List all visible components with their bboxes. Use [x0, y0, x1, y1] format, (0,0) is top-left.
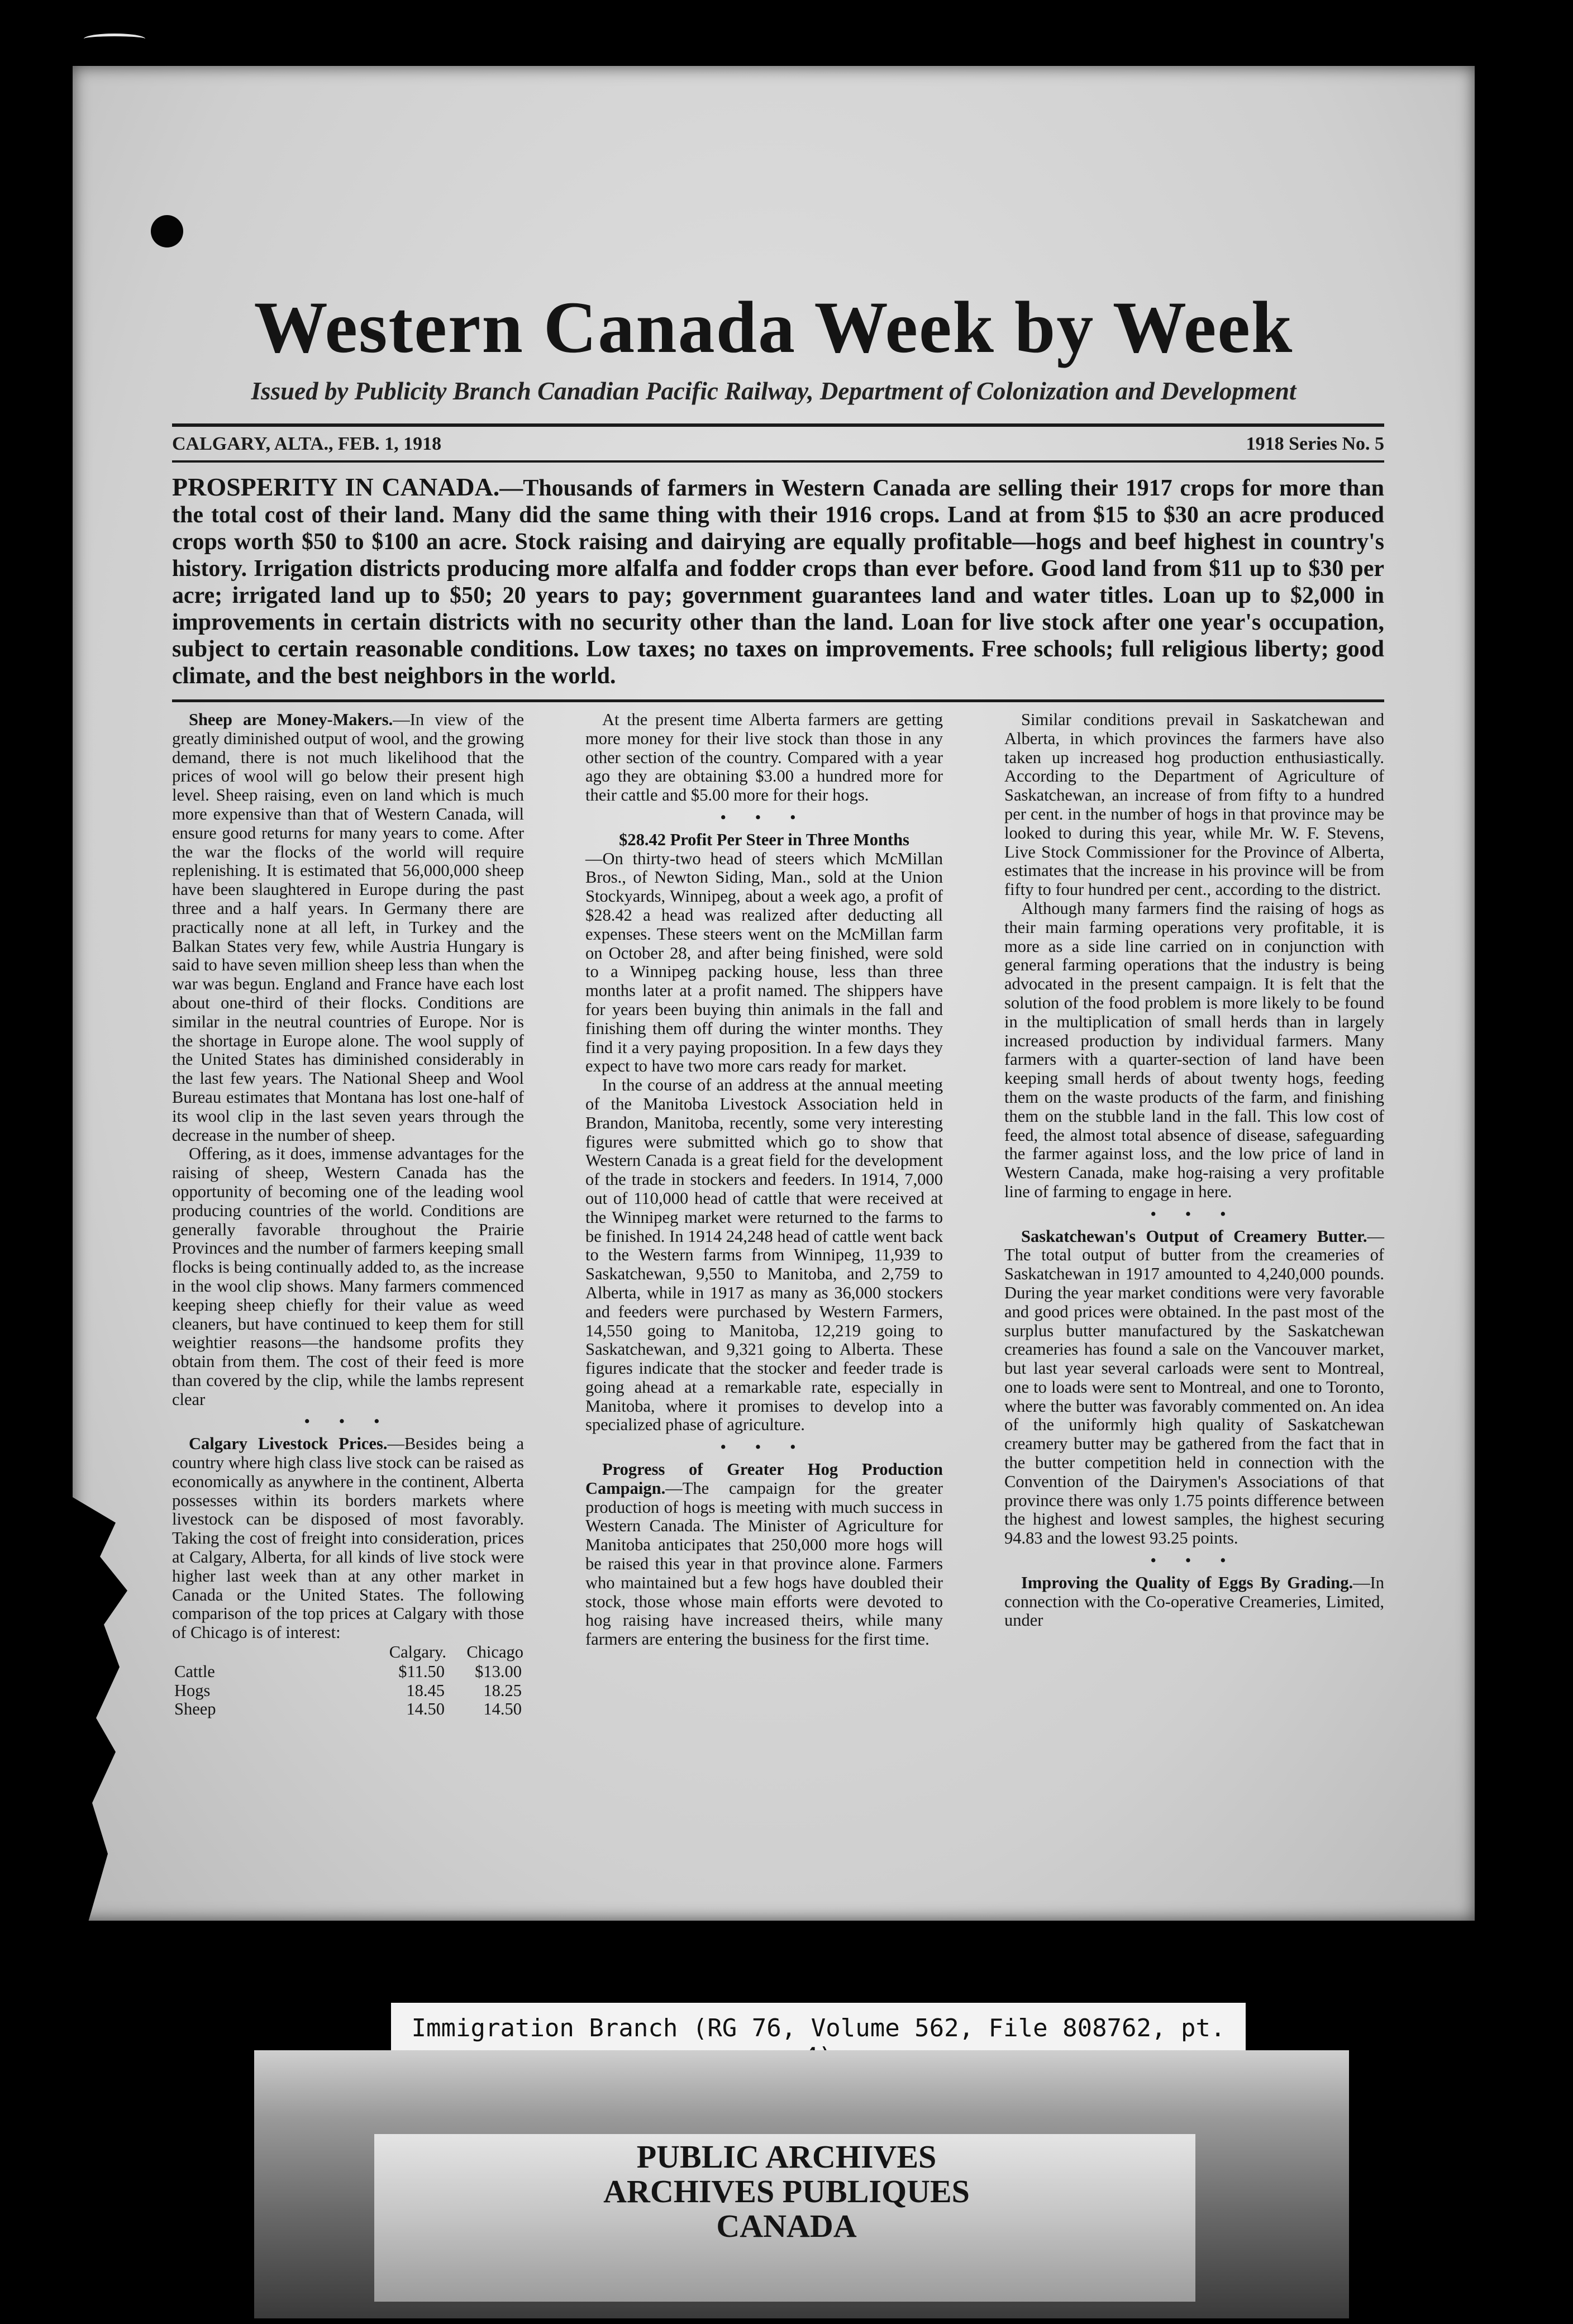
separator: • • •: [720, 1437, 808, 1457]
row-label: Sheep: [174, 1699, 216, 1719]
table-row: [172, 1663, 524, 1682]
price-header-blank: [172, 1642, 370, 1663]
calgary-text: —Besides being a country where high class live stock can be raised as economically as anywhere in the continent, Alberta possesses within its borders markets where livestock can be disposed of most favorably. Taking the cost of freight into consideration, prices at Calgary, Alberta, for all kinds of live stock were higher last week than at any other market in Canada or the United States. The following comparison of the top prices at Calgary with those of Chicago is of interest:: [172, 1434, 524, 1642]
lead-text: —Thousands of farmers in Western Canada are selling their 1917 crops for more than the total cost of their land. Many did the same thing with their 1916 crops. Land at from $15 to $30 an acre produced crops worth $50 to $100 an acre. Stock raising and dairying are equally profitable—hogs and beef highest in country's history. Irrigation districts producing more alfalfa and fodder crops than ever before. Good land from $11 up to $30 per acre; irrigated land up to $50; 20 years to pay; government guarantees land and water titles. Loan up to $2,000 in improvements in certain districts with no security other than the land. Loan for live stock after one year's occupation, subject to certain reasonable conditions. Low taxes; no taxes on improvements. Free schools; full religious liberty; good climate, and the best neighbors in the world.: [172, 475, 1385, 689]
column-2: [585, 711, 943, 1649]
separator: • • •: [1150, 1204, 1238, 1223]
dateline-place-date: CALGARY, ALTA., FEB. 1, 1918: [172, 434, 442, 454]
archive-label-text: Immigration Branch (RG 76, Volume 562, File 808762, pt.: [411, 2014, 1226, 2042]
table-row: [172, 1682, 524, 1701]
eggs-text: —In connection with the Co-operative Creameries, Limited, under: [1004, 1573, 1384, 1630]
column-3: [1004, 711, 1384, 1630]
alberta-text: At the present time Alberta farmers are getting more money for their live stock than those in any other section of the country. Compared with a year ago they are obtaining $3.00 a hundred more for their cattle and $5.00 more for their hogs.: [585, 710, 943, 805]
row-label: Hogs: [174, 1680, 211, 1700]
masthead-title: Western Canada Week by Week: [254, 286, 1294, 368]
eggs-article: [1004, 1574, 1384, 1630]
sheep-text-2: Offering, as it does, immense advantages for the raising of sheep, Western Canada has the opportunity of becoming one of the leading wool producing countries of the world. Conditions are generally favorable throughout the Prairie Provinces and the number of farmers keeping small flocks is being continually added to, as the increase in the wool clip shows. Many farmers commenced keeping sheep chiefly for their value as weed cleaners, but have continued to keep them for still weightier reasons—the handsome profits they obtain from them. The cost of their feed is more than covered by the clip, while the lambs represent clear: [172, 1144, 524, 1409]
separator: • • •: [1150, 1551, 1238, 1570]
steer-headline: $28.42 Profit Per Steer in Three Months: [619, 830, 909, 849]
eggs-headline: Improving the Quality of Eggs By Grading.: [1021, 1573, 1353, 1592]
rule-top: [172, 423, 1384, 427]
archives-stamp: [0, 2140, 1573, 2244]
price-header-chicago: Chicago: [466, 1642, 523, 1662]
chicago-price: 18.25: [483, 1680, 522, 1700]
sheep-headline: Sheep are Money-Makers.: [189, 710, 393, 729]
punch-hole: [151, 215, 183, 247]
calgary-price: 14.50: [406, 1699, 445, 1719]
price-table-header: [172, 1642, 524, 1663]
corner-mark: [84, 34, 145, 44]
sheep-article: [172, 711, 524, 1145]
separator: • • •: [720, 807, 808, 827]
price-header-calgary: Calgary.: [389, 1642, 446, 1662]
row-label: Cattle: [174, 1661, 215, 1681]
butter-text: —The total output of butter from the creameries of Saskatchewan in 1917 amounted to 4,240,000 pounds. During the year market conditions were very favorable and good prices were obtained. In the past most of the surplus butter manufactured by the Saskatchewan creameries has found a sale on the Vancouver market, but last year several carloads were sent to Montreal, one to loads were sent to Montreal, and one to Toronto, where the butter was favorably commented on. An idea of the uniformly high quality of Saskatchewan creamery butter may be gathered from the fact that in the butter competition held in connection with the Convention of the Dairymen's Associations of that province there was only 1.75 points difference between the highest and lowest samples, the highest securing 94.83 and the lowest 93.25 points.: [1004, 1226, 1384, 1548]
dateline-series: 1918 Series No. 5: [1246, 434, 1384, 454]
manitoba-text: In the course of an address at the annual meeting of the Manitoba Livestock Association held in Brandon, Manitoba, recently, some very interesting figures were submitted which go to show that Western Canada is a great field for the development of the trade in stockers and feeders. In 1914, 7,000 out of 110,000 head of cattle that were received at the Winnipeg market were returned to the farms to be finished. In 1914 24,248 head of cattle went back to the Western farms from Winnipeg, 11,939 to Saskatchewan, 9,550 to Manitoba, and 2,759 to Alberta, while in 1917 as many as 36,000 stockers and feeders were purchased by Western Farmers, 14,550 going to Manitoba, 12,219 going to Saskatchewan, and 9,321 going to Alberta. These figures indicate that the stocker and feeder trade is going ahead at a remarkable rate, especially in Manitoba, where it promises to develop into a specialized phase of agriculture.: [585, 1075, 943, 1435]
stamp-line-3: CANADA: [716, 2208, 857, 2244]
separator: • • •: [304, 1412, 392, 1431]
masthead: [73, 286, 1475, 406]
butter-article: [1004, 1227, 1384, 1549]
stamp-line-1: PUBLIC ARCHIVES: [636, 2139, 937, 2175]
rule-bottom: [172, 699, 1384, 702]
chicago-price: 14.50: [483, 1699, 522, 1719]
calgary-price: $11.50: [398, 1661, 445, 1681]
calgary-headline: Calgary Livestock Prices.: [189, 1434, 388, 1454]
hog-headline: Progress of Greater Hog Production Campaign.: [585, 1460, 943, 1498]
chicago-price: $13.00: [475, 1661, 522, 1681]
rule-mid: [172, 460, 1384, 463]
calgary-price: 18.45: [406, 1680, 445, 1700]
hog-article: [585, 1460, 943, 1649]
sheep-text-1: —In view of the greatly diminished output of wool, and the growing demand, there is not much likelihood that the prices of wool will go below their present high level. Sheep raising, even on land which is much more expensive than that of Western Canada, will ensure good returns for many years to come. After the war the flocks of the world will require replenishing. It is estimated that 56,000,000 sheep have been slaughtered in Europe during the past three and a half years. In Germany there are practically none at all left, in Turkey and the Balkan States very few, while Austria Hungary is said to have seven million sheep less than when the war was begun. England and France have each lost about one-third of their flocks. Conditions are similar in the neutral countries of Europe. Nor is the shortage in Europe alone. The wool supply of the United States has diminished considerably in the last few years. The National Sheep and Wool Bureau estimates that Montana has lost one-half of its wool clip in the last seven years through the decrease in the number of sheep.: [172, 710, 524, 1145]
stamp-line-2: ARCHIVES PUBLIQUES: [603, 2173, 970, 2209]
calgary-article: [172, 1435, 524, 1642]
column-1: [172, 711, 524, 1719]
although-text: Although many farmers find the raising of hogs as their main farming operations very profitable, it is more as a side line carried on in conjunction with general farming operations that the industry is being advocated in the present campaign. It is felt that the solution of the food problem is more likely to be found in the multiplication of small herds than in largely increased production by individual farmers. Many farmers with a quarter-section of land have been keeping small herds of about twenty hogs, feeding them on the waste products of the farm, and finishing them on the stubble land in the fall. This low cost of feed, the almost total absence of disease, safeguarding the farmer against loss, and the low price of land in Western Canada, make hog-raising a very profitable line of farming to engage in here.: [1004, 898, 1384, 1201]
masthead-subtitle: Issued by Publicity Branch Canadian Pacific Railway, Department of Colonization and Development: [251, 377, 1296, 405]
table-row: [172, 1700, 524, 1719]
lead-headline: PROSPERITY IN CANADA.: [172, 473, 500, 501]
price-table: [172, 1642, 524, 1719]
hog-text: —The campaign for the greater production of hogs is meeting with much success in Western Canada. The Minister of Agriculture for Manitoba anticipates that 250,000 more hogs will be raised this year in that province alone. Farmers who maintained but a few hogs have doubled their stock, those whose main efforts were devoted to hog raising have increased theirs, while many farmers are entering the business for the first time.: [585, 1478, 943, 1649]
butter-headline: Saskatchewan's Output of Creamery Butter.: [1021, 1226, 1367, 1246]
dateline: [172, 431, 1384, 459]
steer-text: —On thirty-two head of steers which McMillan Bros., of Newton Siding, Man., sold at the Union Stockyards, Winnipeg, about a week ago, a profit of $28.42 a head was realized after deducting all expenses. These steers went on the McMillan farm on October 28, and after being finished, were sold to a Winnipeg packing house, less than three months later at a profit named. The shippers have for years been buying thin animals in the fall and finishing them off during the winter months. They find it a very paying proposition. In a few days they expect to have two more cars ready for market.: [585, 849, 943, 1076]
similar-text: Similar conditions prevail in Saskatchewan and Alberta, in which provinces the farmers have also taken up increased hog production enthusiastically. According to the Department of Agriculture of Saskatchewan, an increase of from fifty to a hundred per cent. in the number of hogs in that province may be looked to during this year, while Mr. W. F. Stevens, Live Stock Commissioner for the Province of Alberta, estimates that the increase in his province will be from fifty to four hundred per cent., according to the district.: [1004, 710, 1384, 899]
lead-paragraph: [172, 474, 1384, 689]
